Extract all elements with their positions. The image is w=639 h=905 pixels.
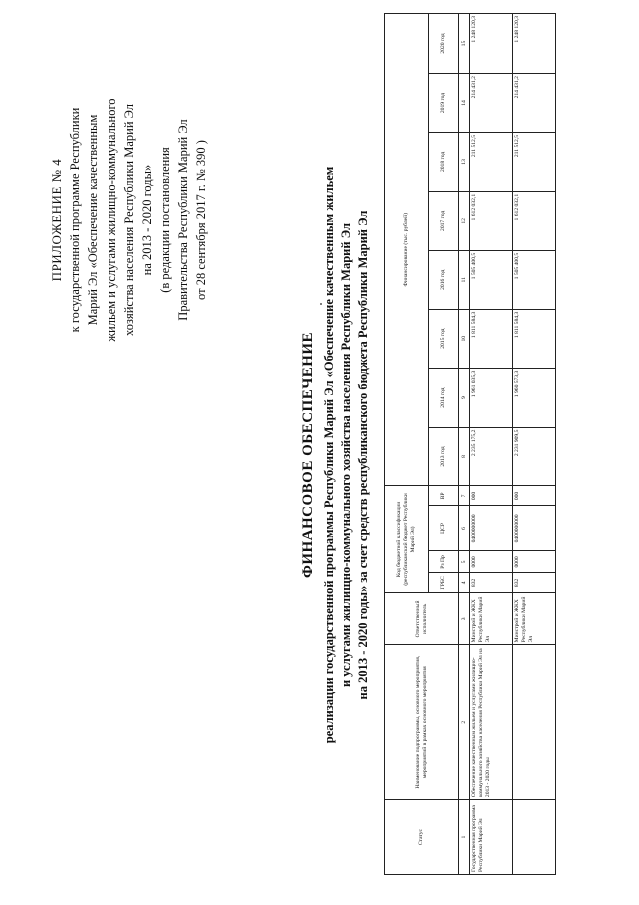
column-number: 8 — [459, 427, 470, 486]
appendix-block — [48, 55, 210, 385]
cell-name: Обеспечение качественным жильем и услугами жилищно-коммунального хозяйства населения Республики Марий Эл на 2013 - 2020 годы — [470, 645, 513, 800]
header-code: Рз Пр — [429, 551, 459, 573]
cell-value: 214 431,2 — [513, 74, 556, 133]
cell-rzpr: 0000 — [470, 551, 513, 573]
appendix-line: Марий Эл «Обеспечение качественным — [86, 114, 100, 326]
cell-rzpr: 0000 — [513, 551, 556, 573]
cell-vr: 000 — [513, 486, 556, 506]
column-number: 13 — [459, 132, 470, 191]
cell-value: 211 512,5 — [513, 132, 556, 191]
title-line: на 2013 - 2020 годы» за счет средств республиканского бюджета Республики Марий Эл — [356, 210, 370, 700]
appendix-line: хозяйства населения Республики Марий Эл — [122, 104, 136, 336]
column-number-row — [459, 14, 470, 875]
cell-value: 211 512,5 — [470, 132, 513, 191]
header-year: 2013 год — [429, 427, 459, 486]
header-year: 2019 год — [429, 74, 459, 133]
cell-csr: 0400000000 — [513, 506, 556, 551]
appendix-line: Правительства Республики Марий Эл — [176, 119, 190, 321]
column-number: 1 — [459, 800, 470, 875]
appendix-line: жильем и услугами жилищно-коммунального — [104, 98, 118, 342]
header-year: 2014 год — [429, 368, 459, 427]
header-code: ВР — [429, 486, 459, 506]
cell-value: 1 811 584,3 — [470, 309, 513, 368]
column-number: 11 — [459, 250, 470, 309]
header-finance-group: Финансирование (тыс. рублей) — [385, 14, 429, 486]
cell-value: 1 961 035,3 — [470, 368, 513, 427]
title-line: реализации государственной программы Республики Марий Эл «Обеспечение качественным жильем — [322, 166, 336, 744]
cell-value: 1 960 573,3 — [513, 368, 556, 427]
column-number: 2 — [459, 645, 470, 800]
cell-value: 1 612 032,1 — [470, 191, 513, 250]
header-name: Наименование подпрограммы, основного мероприятия, мероприятий в рамках основного мероприятия — [385, 645, 459, 800]
cell-value: 1 505 400,5 — [470, 250, 513, 309]
cell-value: 2 231 909,5 — [513, 427, 556, 486]
column-number: 6 — [459, 506, 470, 551]
table-row — [513, 14, 556, 875]
title-main: ФИНАНСОВОЕ ОБЕСПЕЧЕНИЕ — [300, 331, 316, 579]
header-year: 2018 год — [429, 132, 459, 191]
header-year: 2017 год — [429, 191, 459, 250]
cell-grbs: 832 — [470, 573, 513, 593]
header-status: Статус — [385, 800, 459, 875]
header-code: ЦСР — [429, 506, 459, 551]
cell-executor: Минстрой и ЖКХ Республики Марий Эл — [470, 593, 513, 645]
header-code-group: Код бюджетной классификации (республиканский бюджет Республики Марий Эл) — [385, 486, 429, 593]
header-year: 2015 год — [429, 309, 459, 368]
header-executor: Ответственный исполнитель — [385, 593, 459, 645]
column-number: 5 — [459, 551, 470, 573]
cell-vr: 000 — [470, 486, 513, 506]
cell-name — [513, 645, 556, 800]
header-code: ГРБС — [429, 573, 459, 593]
finance-table — [384, 13, 556, 875]
column-number: 14 — [459, 74, 470, 133]
appendix-line: к государственной программе Республики — [68, 107, 82, 333]
appendix-heading: ПРИЛОЖЕНИЕ № 4 — [49, 158, 64, 282]
cell-value: 1 248 120,3 — [470, 14, 513, 74]
title-line: и услугами жилищно-коммунального хозяйства населения Республики Марий Эл — [339, 222, 353, 688]
column-number: 3 — [459, 593, 470, 645]
cell-value: 1 811 584,3 — [513, 309, 556, 368]
header-year: 2016 год — [429, 250, 459, 309]
column-number: 9 — [459, 368, 470, 427]
cell-grbs: 832 — [513, 573, 556, 593]
appendix-line: (в редакции постановления — [158, 147, 172, 293]
cell-csr: 0400000000 — [470, 506, 513, 551]
cell-status: Государственная программа Республики Марий Эл — [470, 800, 513, 875]
cell-executor: Минстрой и ЖКХ Республики Марий Эл — [513, 593, 556, 645]
cell-value: 214 431,2 — [470, 74, 513, 133]
column-number: 7 — [459, 486, 470, 506]
header-year: 2020 год — [429, 14, 459, 74]
column-number: 10 — [459, 309, 470, 368]
document-title — [300, 65, 372, 845]
table-row — [470, 14, 513, 875]
appendix-line: от 28 сентября 2017 г. № 390 ) — [194, 140, 208, 300]
cell-value: 1 612 032,1 — [513, 191, 556, 250]
cell-value: 1 505 400,5 — [513, 250, 556, 309]
column-number: 4 — [459, 573, 470, 593]
appendix-line: на 2013 - 2020 годы» — [140, 164, 154, 276]
column-number: 15 — [459, 14, 470, 74]
cell-value: 1 248 120,3 — [513, 14, 556, 74]
cell-value: 2 235 175,2 — [470, 427, 513, 486]
column-number: 12 — [459, 191, 470, 250]
cell-status — [513, 800, 556, 875]
